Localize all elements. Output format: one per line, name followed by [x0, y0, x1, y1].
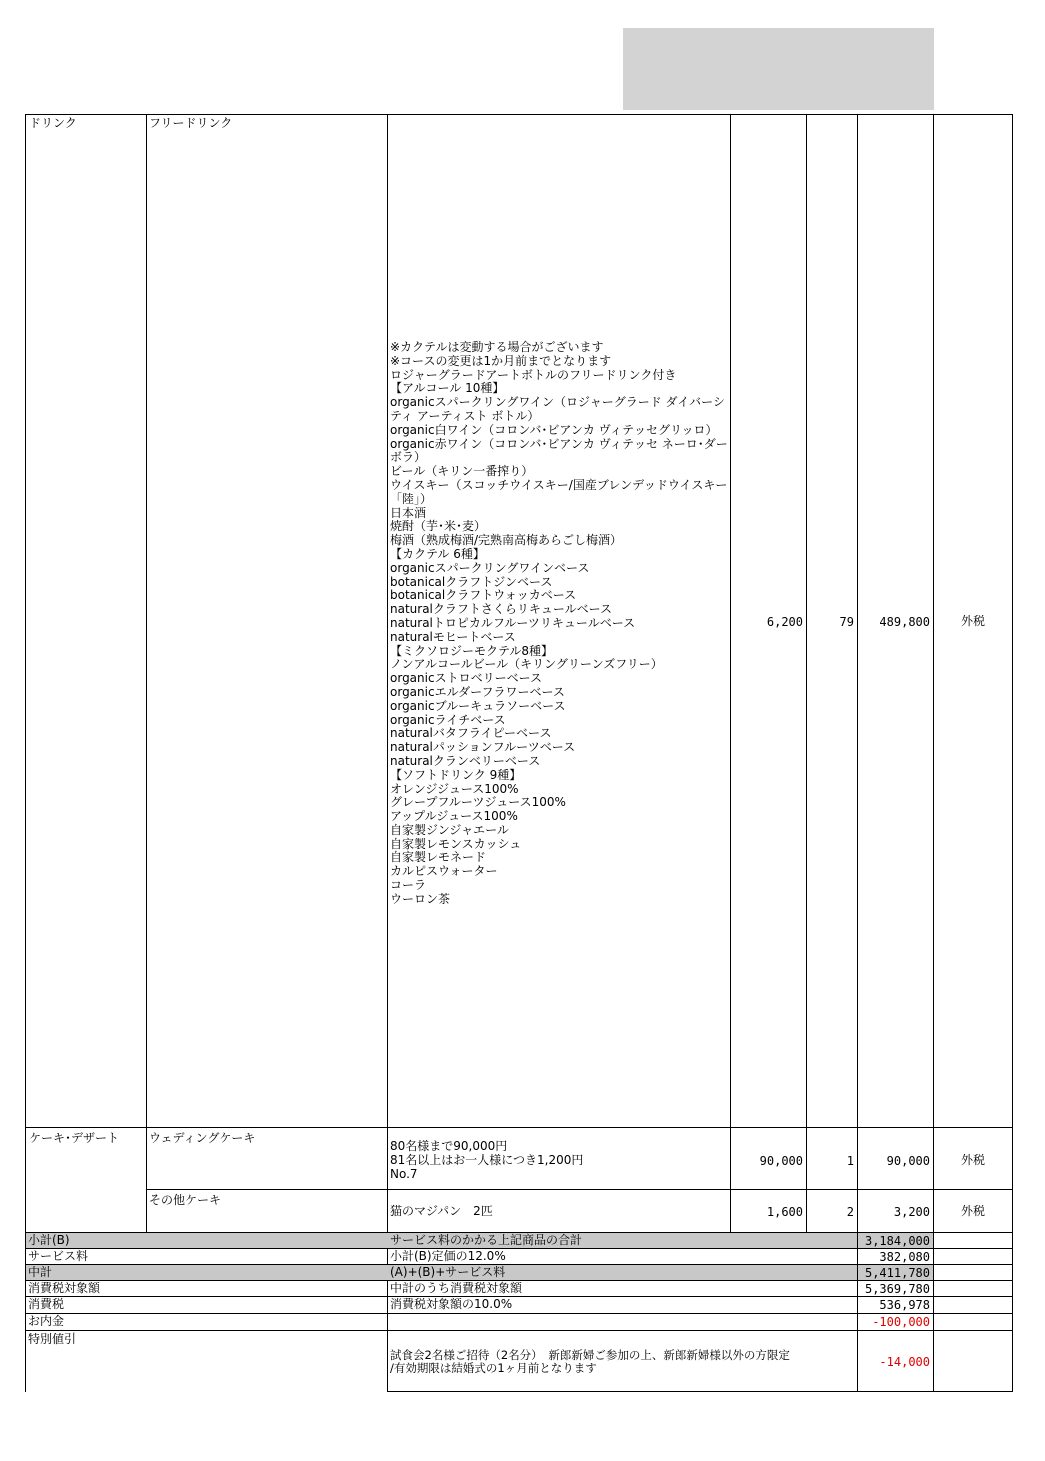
detail-line: 焼酎（芋･米･麦）	[390, 519, 487, 534]
drink-details	[390, 341, 728, 907]
detail-line: アップルジュース100%	[390, 809, 518, 824]
special-discount-label: 特別値引	[28, 1332, 77, 1346]
summary-amount: 382,080	[879, 1250, 930, 1264]
detail-line: No.7	[390, 1166, 418, 1181]
detail-line: ノンアルコールビール（キリングリーンズフリー）	[390, 657, 663, 672]
drink-amount: 489,800	[879, 615, 930, 629]
summary-label: 消費税	[28, 1297, 65, 1311]
detail-line: organicストロベリーベース	[390, 671, 542, 686]
summary-amount: 5,411,780	[864, 1266, 930, 1280]
summary-desc: (A)+(B)+サービス料	[390, 1265, 506, 1279]
detail-line: naturalバタフライピーベース	[390, 726, 552, 741]
summary-label: 小計(B)	[28, 1233, 70, 1247]
deposit-amount: -100,000	[872, 1315, 930, 1329]
detail-line: 梅酒（熟成梅酒/完熟南高梅あらごし梅酒）	[390, 533, 623, 548]
detail-line: 自家製ジンジャエール	[390, 822, 509, 837]
detail-line: グレープフルーツジュース100%	[390, 795, 566, 810]
other-cake-item: その他ケーキ	[149, 1193, 222, 1207]
detail-line: naturalクラフトさくらリキュールベース	[390, 602, 613, 617]
detail-line: ウイスキー（スコッチウイスキー/国産ブレンデッドウイスキー「陸」）	[390, 477, 728, 506]
drink-qty: 79	[839, 615, 854, 629]
detail-line: ※コースの変更は1か月前までとなります	[390, 353, 612, 368]
detail-line: カルピスウォーター	[390, 864, 498, 879]
detail-line: botanicalクラフトジンベース	[390, 574, 553, 589]
cake-unit-price: 90,000	[759, 1154, 803, 1168]
detail-line: ウーロン茶	[390, 891, 451, 906]
other-cake-unit-price: 1,600	[766, 1205, 803, 1219]
cake-category: ケーキ･デザート	[29, 1131, 120, 1145]
summary-label: 消費税対象額	[28, 1281, 101, 1295]
drink-category: ドリンク	[29, 116, 77, 130]
detail-line: naturalパッションフルーツベース	[390, 740, 576, 755]
summary-label: 中計	[28, 1265, 53, 1279]
cake-tax: 外税	[960, 1153, 985, 1167]
drink-item: フリードリンク	[149, 116, 233, 130]
detail-line: 【アルコール 10種】	[390, 381, 505, 396]
summary-desc: 中計のうち消費税対象額	[390, 1281, 523, 1295]
cake-amount: 90,000	[886, 1154, 930, 1168]
detail-line: organicスパークリングワインベース	[390, 560, 590, 575]
detail-line: organicエルダーフラワーベース	[390, 684, 565, 699]
detail-line: 自家製レモネード	[390, 850, 487, 865]
detail-line: naturalトロピカルフルーツリキュールベース	[390, 615, 636, 630]
detail-line: コーラ	[390, 878, 427, 893]
other-cake-amount: 3,200	[893, 1205, 930, 1219]
drink-tax: 外税	[960, 614, 985, 628]
detail-line: 日本酒	[390, 505, 427, 520]
detail-line: 【ミクソロジーモクテル8種】	[390, 643, 554, 658]
detail-line: 【カクテル 6種】	[390, 546, 485, 561]
detail-line: 自家製レモンスカッシュ	[390, 836, 522, 851]
summary-amount: 3,184,000	[864, 1234, 930, 1248]
cake-qty: 1	[846, 1154, 854, 1168]
summary-desc: 小計(B)定価の12.0%	[390, 1249, 506, 1263]
detail-line: naturalクランベリーベース	[390, 753, 541, 768]
summary-desc: サービス料のかかる上記商品の合計	[390, 1233, 583, 1247]
summary-label: サービス料	[28, 1249, 89, 1263]
detail-line: organicライチベース	[390, 712, 506, 727]
cake-item: ウェディングケーキ	[149, 1131, 256, 1145]
other-cake-qty: 2	[846, 1205, 854, 1219]
detail-line: 【ソフトドリンク 9種】	[390, 767, 522, 782]
special-discount-desc-line2: /有効期限は結婚式の1ヶ月前となります	[390, 1361, 597, 1375]
summary-amount: 536,978	[879, 1298, 930, 1312]
detail-line: ※カクテルは変動する場合がございます	[390, 340, 604, 354]
special-discount-amount: -14,000	[879, 1355, 930, 1369]
detail-line: ロジャーグラードアートボトルのフリードリンク付き	[390, 367, 677, 382]
detail-line: botanicalクラフトウォッカベース	[390, 588, 577, 603]
detail-line: 81名以上はお一人様につき1,200円	[390, 1152, 584, 1167]
detail-line: naturalモヒートベース	[390, 629, 516, 644]
detail-line: 猫のマジパン 2匹	[390, 1204, 493, 1218]
summary-desc: 消費税対象額の10.0%	[390, 1297, 513, 1311]
detail-line: 80名様まで90,000円	[390, 1139, 508, 1153]
other-cake-tax: 外税	[960, 1204, 985, 1218]
detail-line: organic白ワイン（コロンバ･ビアンカ ヴィテッセグリッロ）	[390, 422, 718, 437]
detail-line: organicスパークリングワイン（ロジャーグラード ダイバーシティ アーティスト ボトル）	[390, 395, 725, 423]
summary-amount: 5,369,780	[864, 1282, 930, 1296]
drink-unit-price: 6,200	[766, 615, 803, 629]
cake-details	[390, 1140, 728, 1181]
summary-label: お内金	[28, 1314, 65, 1328]
detail-line: organicブルーキュラソーベース	[390, 698, 566, 713]
detail-line: organic赤ワイン（コロンバ･ビアンカ ヴィテッセ ネーロ･ダーボラ）	[390, 436, 728, 465]
special-discount-desc-line1: 試食会2名様ご招待（2名分） 新郎新婦ご参加の上、新郎新婦様以外の方限定	[390, 1348, 790, 1362]
redacted-header-box	[623, 28, 934, 110]
detail-line: オレンジジュース100%	[390, 781, 519, 796]
detail-line: ビール（キリン一番搾り）	[390, 464, 534, 479]
other-cake-details	[390, 1205, 728, 1219]
